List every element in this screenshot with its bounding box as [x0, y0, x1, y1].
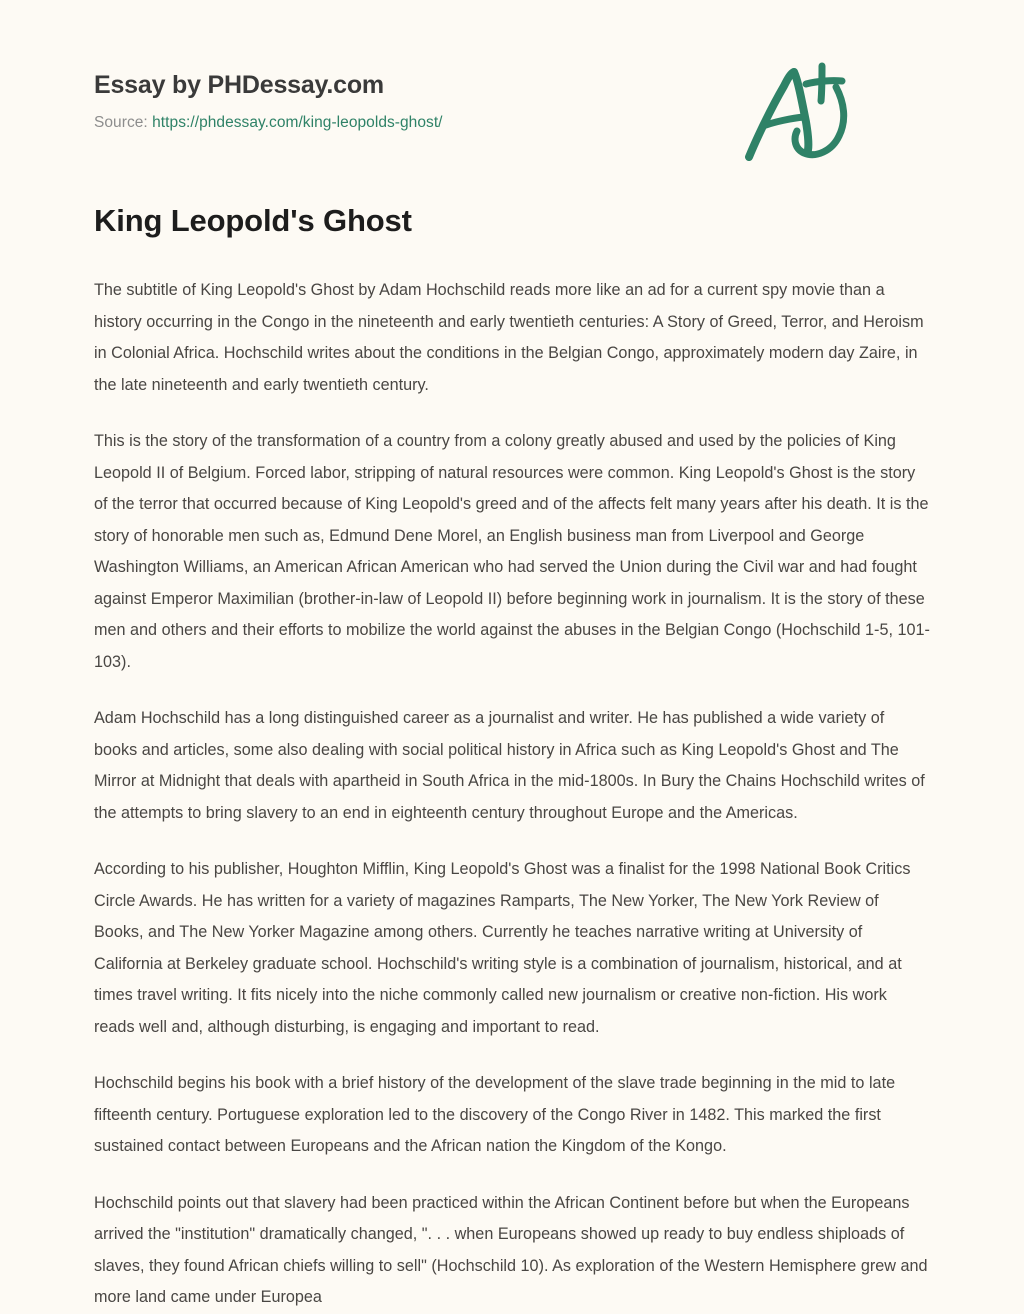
source-url-link[interactable]: https://phdessay.com/king-leopolds-ghost/ [152, 113, 443, 131]
paragraph: Hochschild points out that slavery had been practiced within the African Continent before but when the Europeans arrived the "institution" dramatically changed, ". . . when Europeans showed up ready to buy endless shiploads of slaves, they found African chiefs willing to sell" (Hochschild 10). As exploration of the Western Hemisphere grew and more land came under Europea [94, 1193, 928, 1307]
paragraph: Adam Hochschild has a long distinguished career as a journalist and writer. He has published a wide variety of books and articles, some also dealing with social political history in Africa such as King Leopold's Ghost and The Mirror at Midnight that deals with apartheid in South Africa in the mid-1800s. In Bury the Chains Hochschild writes of the attempts to bring slavery to an end in eighteenth century throughout Europe and the Americas. [94, 709, 925, 822]
paragraph: According to his publisher, Houghton Mifflin, King Leopold's Ghost was a finalist for the 1998 National Book Critics Circle Awards. He has written for a variety of magazines Ramparts, The New Yorker, The New York Review of Books, and The New Yorker Magazine among others. Currently he teaches narrative writing at University of California at Berkeley graduate school. Hochschild's writing style is a combination of journalism, historical, and at times travel writing. It fits nicely into the niche commonly called new journalism or creative non-fiction. His work reads well and, although disturbing, is engaging and important to read. [94, 860, 911, 1036]
source-label: Source: [94, 113, 148, 131]
paragraph: This is the story of the transformation of a country from a colony greatly abused and used by the policies of King Leopold II of Belgium. Forced labor, stripping of natural resources were common. King Leopold's Ghost is the story of the terror that occurred because of King Leopold's greed and of the affects felt many years after his death. It is the story of honorable men such as, Edmund Dene Morel, an English business man from Liverpool and George Washington Williams, an American African American who had served the Union during the Civil war and had fought against Emperor Maximilian (brother-in-law of Leopold II) before beginning work in journalism. It is the story of these men and others and their efforts to mobilize the world against the abuses in the Belgian Congo (Hochschild 1-5, 101-103). [94, 432, 930, 671]
brand-title: Essay by PHDessay.com [94, 71, 384, 99]
a-plus-logo-icon [740, 60, 856, 166]
page-title: King Leopold's Ghost [94, 203, 412, 238]
article-body [94, 275, 930, 1314]
article [94, 110, 930, 1314]
paragraph: The subtitle of King Leopold's Ghost by Adam Hochschild reads more like an ad for a current spy movie than a history occurring in the Congo in the nineteenth and early twentieth centuries: A Story of Greed, Terror, and Heroism in Colonial Africa. Hochschild writes about the conditions in the Belgian Congo, approximately modern day Zaire, in the late nineteenth and early twentieth century. [94, 281, 924, 394]
document-header [94, 0, 930, 131]
paragraph: Hochschild begins his book with a brief history of the development of the slave trade beginning in the mid to late fifteenth century. Portuguese exploration led to the discovery of the Congo River in 1482. This marked the first sustained contact between Europeans and the African nation the Kingdom of the Kongo. [94, 1074, 896, 1156]
